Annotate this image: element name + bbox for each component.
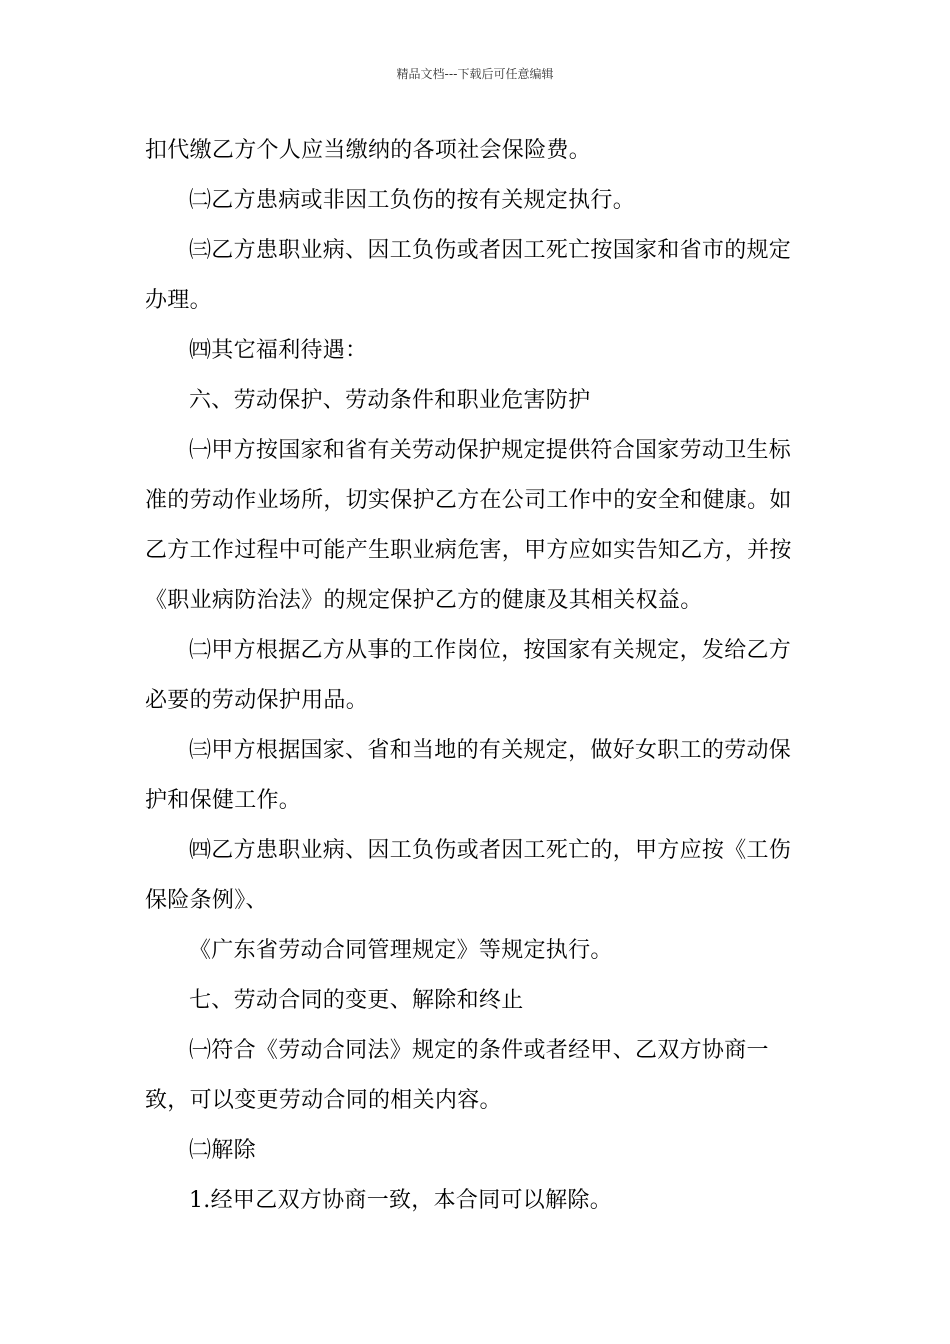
- paragraph-workplace-safety: ㈠甲方按国家和省有关劳动保护规定提供符合国家劳动卫生标准的劳动作业场所，切实保护乙方在公司工作中的安全和健康。如乙方工作过程中可能产生职业病危害，甲方应如实告知乙方，并按《职业病防治法》的规定保护乙方的健康及其相关权益。: [145, 438, 792, 613]
- paragraph-female-workers: ㈢甲方根据国家、省和当地的有关规定，做好女职工的劳动保护和保健工作。: [145, 738, 792, 813]
- subheading-termination: ㈡解除: [189, 1138, 256, 1163]
- page-header: 精品文档---下载后可任意编辑: [396, 67, 554, 81]
- paragraph-mutual-termination: 1.经甲乙双方协商一致，本合同可以解除。: [189, 1188, 612, 1213]
- section-heading-contract-change: 七、劳动合同的变更、解除和终止: [189, 988, 524, 1013]
- document-body: [145, 126, 810, 1226]
- paragraph-social-insurance: 扣代缴乙方个人应当缴纳的各项社会保险费。: [145, 138, 592, 163]
- paragraph-contract-modification: ㈠符合《劳动合同法》规定的条件或者经甲、乙双方协商一致，可以变更劳动合同的相关内容。: [145, 1038, 769, 1113]
- paragraph-illness: ㈡乙方患病或非因工负伤的按有关规定执行。: [189, 188, 636, 213]
- section-heading-labor-protection: 六、劳动保护、劳动条件和职业危害防护: [189, 388, 591, 413]
- paragraph-other-benefits: ㈣其它福利待遇：: [189, 338, 368, 363]
- paragraph-work-injury: ㈣乙方患职业病、因工负伤或者因工死亡的，甲方应按《工伤保险条例》、: [145, 838, 792, 913]
- paragraph-occupational-disease: ㈢乙方患职业病、因工负伤或者因工死亡按国家和省市的规定办理。: [145, 238, 792, 313]
- paragraph-guangdong-regulation: 《广东省劳动合同管理规定》等规定执行。: [189, 938, 613, 963]
- paragraph-protective-equipment: ㈡甲方根据乙方从事的工作岗位，按国家有关规定，发给乙方必要的劳动保护用品。: [145, 638, 792, 713]
